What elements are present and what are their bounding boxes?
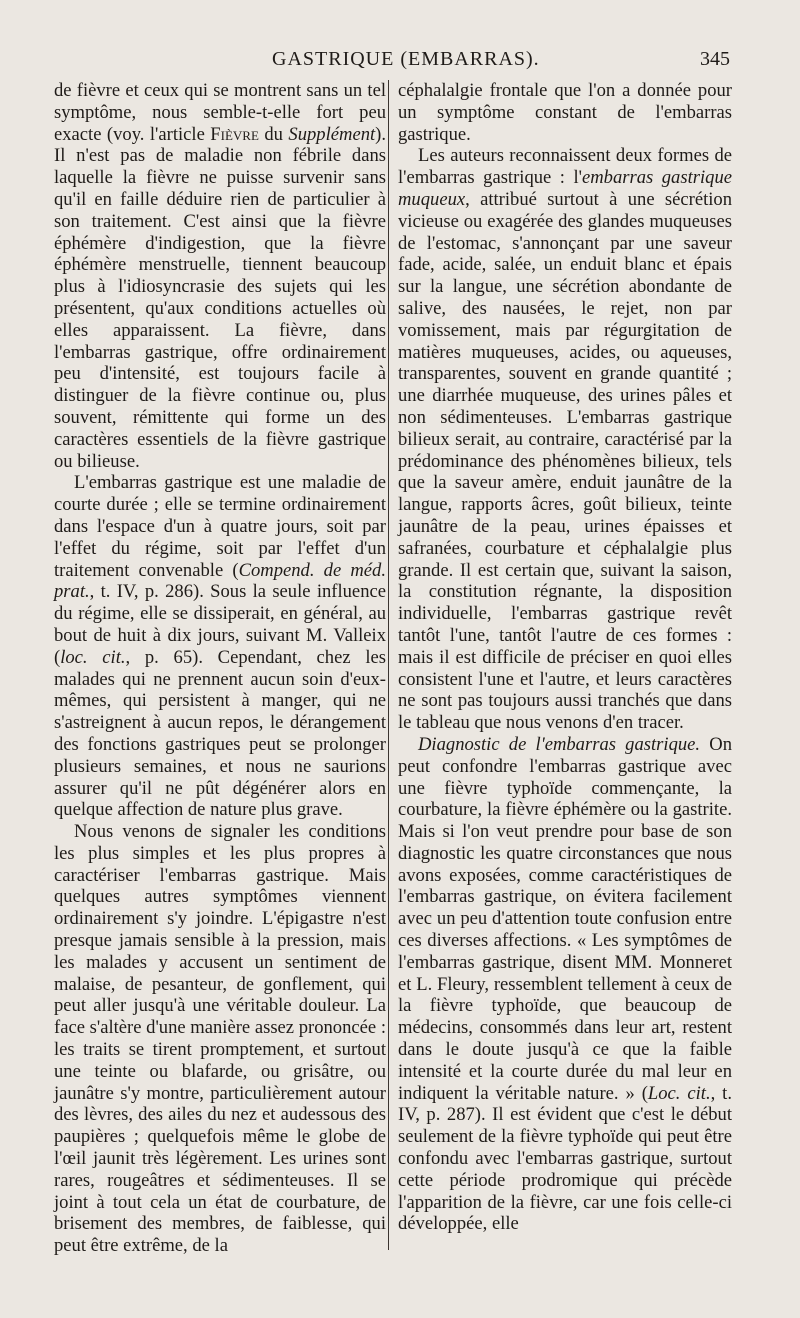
paragraph [398, 145, 732, 734]
text-run: de fièvre et ceux qui se montrent sans un tel symptôme, nous semble-t-elle fort peu exacte (voy. l'article [54, 80, 386, 145]
text-run-italic: Loc. cit. [647, 1082, 711, 1104]
paragraph [398, 734, 732, 1235]
text-run: ). Il n'est pas de maladie non fébrile dans laquelle la fièvre ne puisse survenir sans qu'il en faille déduire rien de particulier à son traitement. C'est ainsi que la fièvre éphémère d'indigestion, que la fièvre éphémère menstruelle, tiennent beaucoup plus à l'idiosyncrasie des sujets qui les présentent, qu'aux conditions actuelles où elles apparaissent. La fièvre, dans l'embarras gastrique, offre ordinairement peu d'intensité, est toujours facile à distinguer de la fièvre continue ou, plus souvent, rémittente qui forme un des caractères essentiels de la fièvre gastrique ou bilieuse. [54, 123, 386, 472]
paragraph: céphalalgie frontale que l'on a donnée pour un symptôme constant de l'embarras gastrique. [398, 80, 732, 145]
text-run: , attribué surtout à une sécrétion vicieuse ou exagérée des glandes muqueuses de l'estomac, s'annonçant par une saveur fade, acide, salée, un enduit blanc et épais sur la langue, une sécrétion abondante de salive, des nausées, le rejet, non par vomissement, mais par régurgitation de matières muqueuses, acides, ou aqueuses, transparentes, souvent en grande quantité ; une diarrhée muqueuse, des urines pâles et non sédimenteuses. L'embarras gastrique bilieux serait, au contraire, caractérisé par la prédominance des phénomènes bilieux, tels que la saveur amère, enduit jaunâtre de la langue, rapports âcres, goût bilieux, teinte jaunâtre de la peau, urines épaisses et safranées, courbature et céphalalgie plus grande. Il est certain que, suivant la saison, la constitution régnante, la disposition individuelle, l'embarras gastrique revêt tantôt l'une, tantôt l'autre de ces formes : mais il est difficile de préciser en quoi elles consistent l'une et l'autre, et leurs caractères ne sont pas toujours aussi tranchés que dans le tableau que nous venons d'en tracer. [398, 188, 732, 734]
page-number: 345 [700, 48, 730, 70]
text-run-italic: loc. cit. [60, 646, 126, 668]
page-header [0, 48, 800, 78]
text-run: , t. IV, p. 286). Sous la seule influence du régime, elle se dissiperait, en général, au bout de huit à dix jours, suivant M. Valleix ( [54, 581, 386, 668]
text-run-italic: Supplément [288, 123, 376, 145]
right-column [398, 80, 732, 1235]
text-run: On peut confondre l'embarras gastrique avec une fièvre typhoïde commençante, la courbature, la fièvre éphémère ou la gastrite. Mais si l'on veut prendre pour base de son diagnostic les quatre circonstances que nous avons exposées, comme caractéristiques de l'embarras gastrique, on évitera facilement avec un peu d'attention toute confusion entre ces diverses affections. « Les symptômes de l'embarras gastrique, disent MM. Monneret et L. Fleury, ressemblent tellement à ceux de la fièvre typhoïde, que beaucoup de médecins, consommés dans leur art, restent dans le doute jusqu'à ce que la faible intensité et la courte durée du mal leur en indiquent la véritable nature. » ( [398, 733, 733, 1104]
text-run-smallcaps: Fièvre [210, 123, 259, 145]
paragraph: Nous venons de signaler les conditions les plus simples et les plus propres à caractériser l'embarras gastrique. Mais quelques autres symptômes viennent ordinairement s'y joindre. L'épigastre n'est presque jamais sensible à la pression, mais les malades y accusent un sentiment de malaise, de pesanteur, de gonflement, qui peut aller jusqu'à une véritable douleur. La face s'altère d'une manière assez prononcée : les traits se tirent promptement, et surtout une teinte ou blafarde, ou grisâtre, ou jaunâtre s'y montre, particulièrement autour des lèvres, des ailes du nez et audessous des paupières ; quelquefois même le globe de l'œil jaunit très légèrement. Les urines sont rares, rougeâtres et sédimenteuses. Il se joint à tout cela un état de courbature, de brisement des membres, de faiblesse, qui peut être extrême, de la [54, 821, 386, 1257]
text-run: , p. 65). Cependant, chez les malades qui ne prennent aucun soin d'eux-mêmes, qui persistent à manger, qui ne s'astreignent à aucun repos, le dérangement des fonctions gastriques peut se prolonger plusieurs semaines, et nous ne saurions assurer qu'il ne pût dégénérer alors en quelque affection de nature plus grave. [54, 646, 386, 821]
text-run-italic: embarras gastrique muqueux [398, 167, 733, 210]
running-title: GASTRIQUE (EMBARRAS). [272, 48, 540, 70]
text-run: Les auteurs reconnaissent deux formes de l'embarras gastrique : l' [398, 145, 732, 189]
text-run: du [258, 123, 289, 145]
text-run: , t. IV, p. 287). Il est évident que c'est le début seulement de la fièvre typhoïde qui peut être confondu avec l'embarras gastrique, surtout cette période prodromique qui précède l'apparition de la fièvre, car une fois celle-ci développée, elle [398, 1082, 732, 1235]
text-run: L'embarras gastrique est une maladie de courte durée ; elle se termine ordinairement dans l'espace d'un à quatre jours, soit par l'effet du régime, soit par l'effet d'un traitement convenable ( [54, 472, 386, 581]
paragraph [54, 80, 386, 472]
text-run-italic: Compend. de méd. prat. [54, 559, 386, 603]
section-heading-italic: Diagnostic de l'embarras gastrique. [418, 733, 701, 755]
paragraph [54, 472, 386, 821]
column-divider [388, 80, 389, 1250]
left-column [54, 80, 386, 1257]
